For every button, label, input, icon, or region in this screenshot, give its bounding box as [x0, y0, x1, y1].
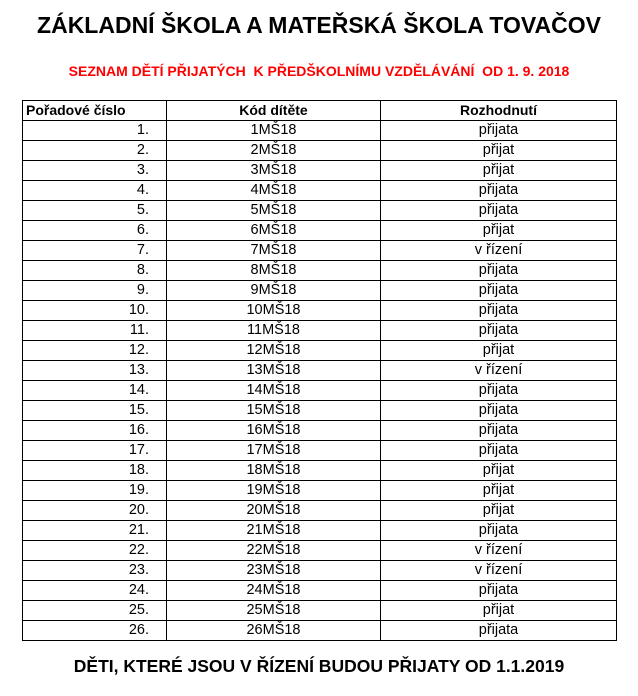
decision-cell: přijata [381, 121, 617, 141]
child-code-cell: 7MŠ18 [167, 241, 381, 261]
order-number-cell: 14. [23, 381, 167, 401]
order-number-cell: 6. [23, 221, 167, 241]
decision-cell: přijata [381, 401, 617, 421]
decision-cell: v řízení [381, 541, 617, 561]
order-number-cell: 18. [23, 461, 167, 481]
decision-cell: přijat [381, 141, 617, 161]
decision-cell: přijat [381, 161, 617, 181]
order-number-cell: 20. [23, 501, 167, 521]
table-body [23, 121, 617, 641]
decision-cell: přijat [381, 481, 617, 501]
table-row [23, 521, 617, 541]
table-row [23, 321, 617, 341]
table-row [23, 201, 617, 221]
decision-cell: přijat [381, 501, 617, 521]
order-number-cell: 8. [23, 261, 167, 281]
order-number-cell: 13. [23, 361, 167, 381]
table-row [23, 301, 617, 321]
table-row [23, 501, 617, 521]
table-row [23, 121, 617, 141]
decision-cell: přijat [381, 461, 617, 481]
table-row [23, 281, 617, 301]
table-row [23, 421, 617, 441]
order-number-cell: 15. [23, 401, 167, 421]
table-row [23, 481, 617, 501]
page-subtitle: SEZNAM DĚTÍ PŘIJATÝCH K PŘEDŠKOLNÍMU VZDĚLÁVÁNÍ OD 1. 9. 2018 [68, 63, 570, 79]
child-code-cell: 6MŠ18 [167, 221, 381, 241]
child-code-cell: 2MŠ18 [167, 141, 381, 161]
child-code-cell: 20MŠ18 [167, 501, 381, 521]
table-row [23, 541, 617, 561]
child-code-cell: 25MŠ18 [167, 601, 381, 621]
decision-cell: přijata [381, 421, 617, 441]
table-row [23, 561, 617, 581]
order-number-cell: 1. [23, 121, 167, 141]
child-code-cell: 13MŠ18 [167, 361, 381, 381]
order-number-cell: 23. [23, 561, 167, 581]
child-code-cell: 16MŠ18 [167, 421, 381, 441]
child-code-cell: 18MŠ18 [167, 461, 381, 481]
table-row [23, 181, 617, 201]
child-code-cell: 24MŠ18 [167, 581, 381, 601]
order-number-cell: 25. [23, 601, 167, 621]
order-number-cell: 24. [23, 581, 167, 601]
table-row [23, 341, 617, 361]
order-number-cell: 21. [23, 521, 167, 541]
decision-cell: přijata [381, 381, 617, 401]
admission-table [22, 100, 617, 641]
child-code-cell: 5MŠ18 [167, 201, 381, 221]
column-header-decision: Rozhodnutí [381, 101, 617, 121]
order-number-cell: 11. [23, 321, 167, 341]
table-row [23, 381, 617, 401]
decision-cell: přijata [381, 281, 617, 301]
child-code-cell: 14MŠ18 [167, 381, 381, 401]
decision-cell: přijata [381, 521, 617, 541]
decision-cell: přijata [381, 301, 617, 321]
child-code-cell: 11MŠ18 [167, 321, 381, 341]
child-code-cell: 15MŠ18 [167, 401, 381, 421]
child-code-cell: 3MŠ18 [167, 161, 381, 181]
decision-cell: přijat [381, 221, 617, 241]
page-title: ZÁKLADNÍ ŠKOLA A MATEŘSKÁ ŠKOLA TOVAČOV [37, 12, 601, 38]
order-number-cell: 4. [23, 181, 167, 201]
table-row [23, 621, 617, 641]
decision-cell: přijat [381, 341, 617, 361]
order-number-cell: 22. [23, 541, 167, 561]
decision-cell: přijata [381, 441, 617, 461]
child-code-cell: 4MŠ18 [167, 181, 381, 201]
decision-cell: přijata [381, 321, 617, 341]
order-number-cell: 3. [23, 161, 167, 181]
decision-cell: přijat [381, 601, 617, 621]
child-code-cell: 22MŠ18 [167, 541, 381, 561]
child-code-cell: 17MŠ18 [167, 441, 381, 461]
table-row [23, 261, 617, 281]
order-number-cell: 19. [23, 481, 167, 501]
decision-cell: v řízení [381, 361, 617, 381]
table-row [23, 441, 617, 461]
table-row [23, 241, 617, 261]
order-number-cell: 9. [23, 281, 167, 301]
decision-cell: přijata [381, 261, 617, 281]
order-number-cell: 26. [23, 621, 167, 641]
decision-cell: přijata [381, 581, 617, 601]
table-row [23, 401, 617, 421]
order-number-cell: 5. [23, 201, 167, 221]
child-code-cell: 12MŠ18 [167, 341, 381, 361]
column-header-order-number: Pořadové číslo [23, 101, 167, 121]
child-code-cell: 9MŠ18 [167, 281, 381, 301]
decision-cell: přijata [381, 181, 617, 201]
table-row [23, 161, 617, 181]
child-code-cell: 1MŠ18 [167, 121, 381, 141]
decision-cell: v řízení [381, 241, 617, 261]
order-number-cell: 16. [23, 421, 167, 441]
order-number-cell: 2. [23, 141, 167, 161]
child-code-cell: 8MŠ18 [167, 261, 381, 281]
table-row [23, 461, 617, 481]
order-number-cell: 7. [23, 241, 167, 261]
footer-note: DĚTI, KTERÉ JSOU V ŘÍZENÍ BUDOU PŘIJATY OD 1.1.2019 [73, 656, 565, 676]
table-header-row [23, 101, 617, 121]
child-code-cell: 10MŠ18 [167, 301, 381, 321]
column-header-child-code: Kód dítěte [167, 101, 381, 121]
child-code-cell: 26MŠ18 [167, 621, 381, 641]
decision-cell: přijata [381, 201, 617, 221]
table-row [23, 221, 617, 241]
child-code-cell: 19MŠ18 [167, 481, 381, 501]
table-row [23, 141, 617, 161]
child-code-cell: 21MŠ18 [167, 521, 381, 541]
child-code-cell: 23MŠ18 [167, 561, 381, 581]
table-row [23, 601, 617, 621]
table-row [23, 361, 617, 381]
table-row [23, 581, 617, 601]
decision-cell: v řízení [381, 561, 617, 581]
order-number-cell: 10. [23, 301, 167, 321]
order-number-cell: 17. [23, 441, 167, 461]
decision-cell: přijata [381, 621, 617, 641]
order-number-cell: 12. [23, 341, 167, 361]
